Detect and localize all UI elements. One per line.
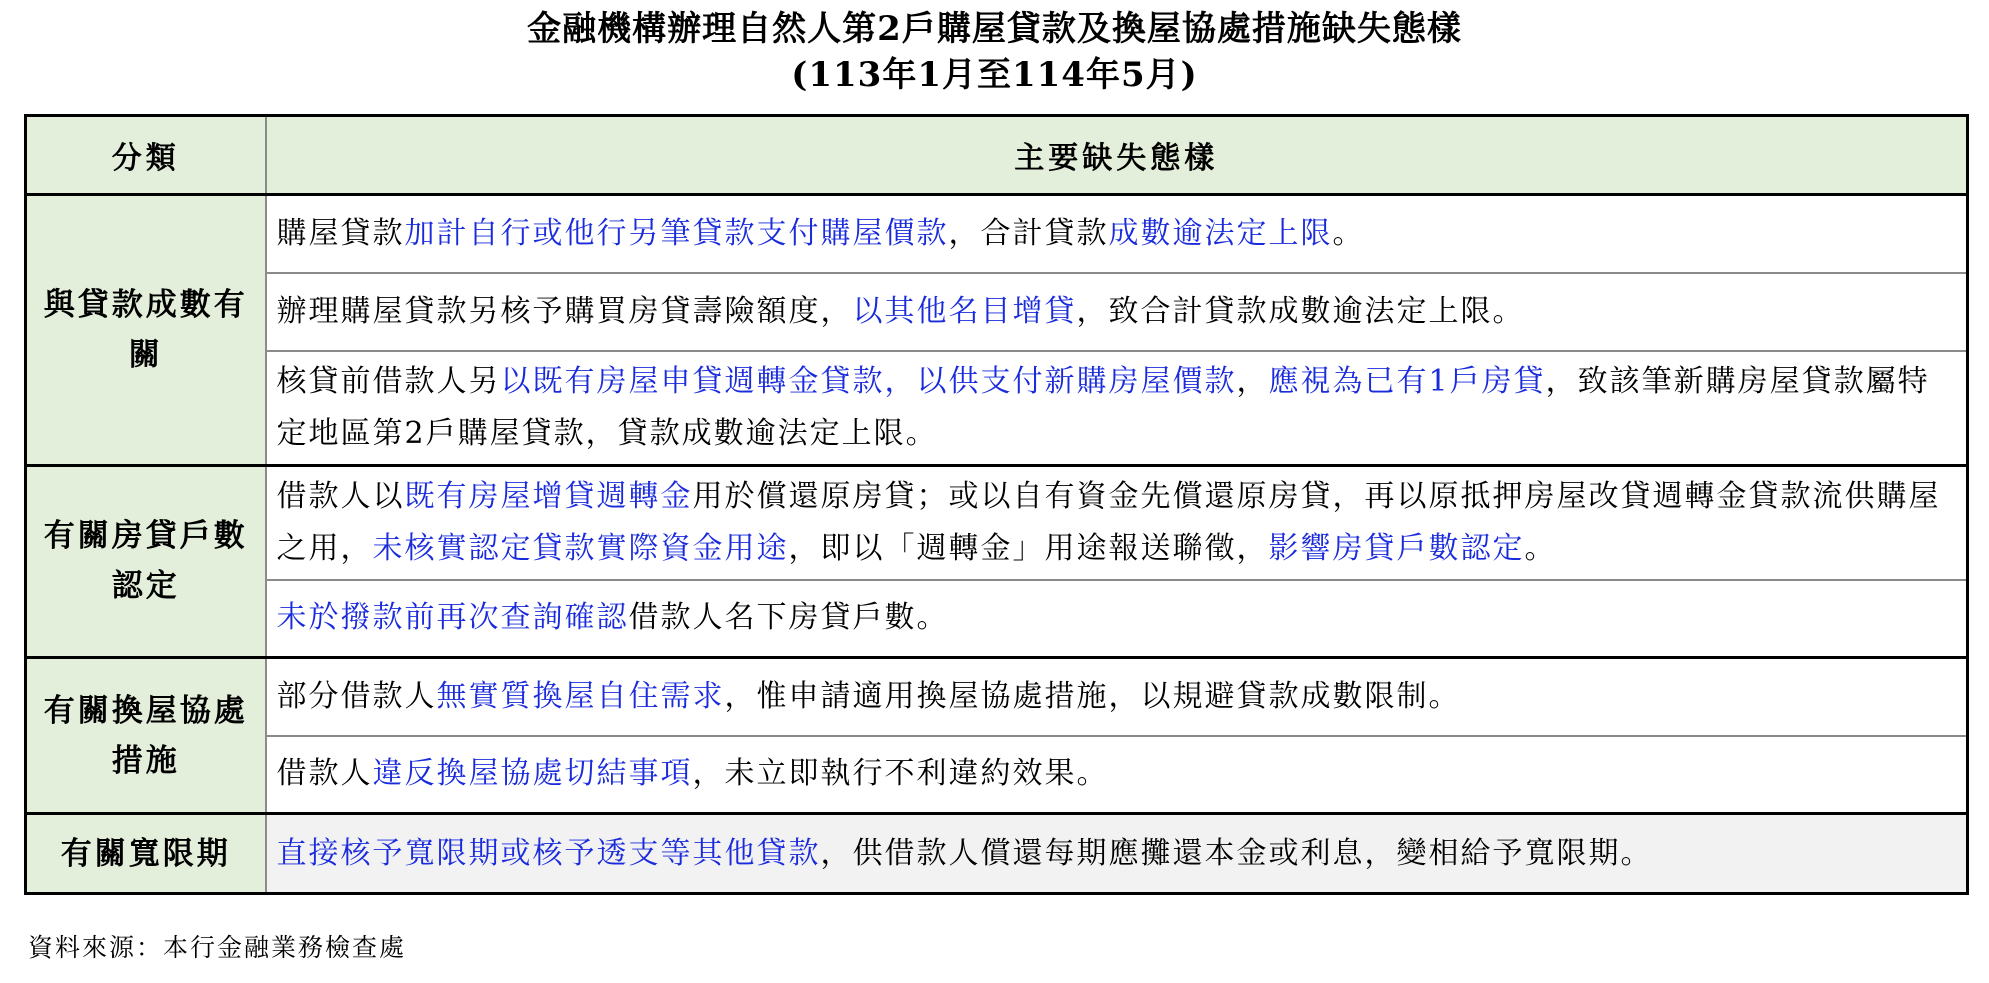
deficiency-description [266,814,1968,894]
deficiency-description [266,580,1968,658]
source-note: 資料來源：本行金融業務檢查處 [28,933,407,962]
highlighted-text: 未於撥款前再次查詢確認 [276,600,629,636]
highlighted-text: 影響房貸戶數認定 [1268,530,1525,566]
deficiency-description [266,658,1968,736]
table-row [26,273,1968,351]
text-segment: 辦理購屋貸款另核予購買房貸壽險額度， [276,293,853,329]
text-segment: 核貸前借款人另 [276,363,501,399]
table-body [26,195,1968,894]
text-segment: 用於償還原房貸；或以自有資金先償還原房貸，再以原抵押房屋改貸週轉金貸款流供購屋之用， [276,478,1941,566]
highlighted-text: 既有房屋增貸週轉金 [404,478,693,514]
table-row [26,580,1968,658]
deficiency-table [24,114,1969,895]
text-segment: ，未立即執行不利違約效果。 [692,756,1109,792]
highlighted-text: 成數逾法定上限 [1108,215,1333,251]
text-segment: 借款人名下房貸戶數。 [628,600,949,636]
highlighted-text: 應視為已有1戶房貸 [1268,363,1546,399]
header-category: 分類 [26,116,266,195]
category-cell: 有關寬限期 [26,814,266,894]
deficiency-description [266,465,1968,580]
highlighted-text: 無實質換屋自住需求 [436,678,725,714]
header-main-deficiency: 主要缺失態樣 [266,116,1968,195]
highlighted-text: 以其他名目增貸 [852,293,1077,329]
text-segment: ， [1236,363,1269,399]
category-cell: 有關房貸戶數認定 [26,465,266,658]
table-header-row [26,116,1968,195]
text-segment: 。 [1524,530,1557,566]
text-segment: ，致該筆新購房屋貸款屬特定地區第2戶購屋貸款，貸款成數逾法定上限。 [276,363,1930,451]
page-title: 金融機構辦理自然人第2戶購屋貸款及換屋協處措施缺失態樣 [527,9,1462,49]
highlighted-text: 加計自行或他行另筆貸款支付購屋價款 [404,215,949,251]
highlighted-text: 直接核予寬限期或核予透支等其他貸款 [276,835,821,871]
deficiency-description [266,273,1968,351]
deficiency-description [266,195,1968,273]
text-segment: ，惟申請適用換屋協處措施，以規避貸款成數限制。 [724,678,1461,714]
table-row [26,351,1968,466]
text-segment: ，供借款人償還每期應攤還本金或利息，變相給予寬限期。 [820,835,1653,871]
table-row [26,814,1968,894]
highlighted-text: 違反換屋協處切結事項 [372,756,693,792]
text-segment: 部分借款人 [276,678,437,714]
deficiency-description [266,351,1968,466]
category-cell: 有關換屋協處措施 [26,658,266,814]
table-row [26,465,1968,580]
category-cell: 與貸款成數有關 [26,195,266,466]
highlighted-text: 未核實認定貸款實際資金用途 [372,530,789,566]
text-segment: 借款人 [276,756,373,792]
table-row [26,658,1968,736]
table-row [26,195,1968,273]
text-segment: 借款人以 [276,478,405,514]
table-row [26,736,1968,814]
text-segment: 購屋貸款 [276,215,405,251]
highlighted-text: 以既有房屋申貸週轉金貸款，以供支付新購房屋價款 [500,363,1237,399]
text-segment: ，致合計貸款成數逾法定上限。 [1076,293,1525,329]
text-segment: ，即以「週轉金」用途報送聯徵， [788,530,1269,566]
text-segment: ，合計貸款 [948,215,1109,251]
page-subtitle: (113年1月至114年5月) [791,55,1198,95]
text-segment: 。 [1332,215,1365,251]
deficiency-description [266,736,1968,814]
title-block [0,6,1989,98]
